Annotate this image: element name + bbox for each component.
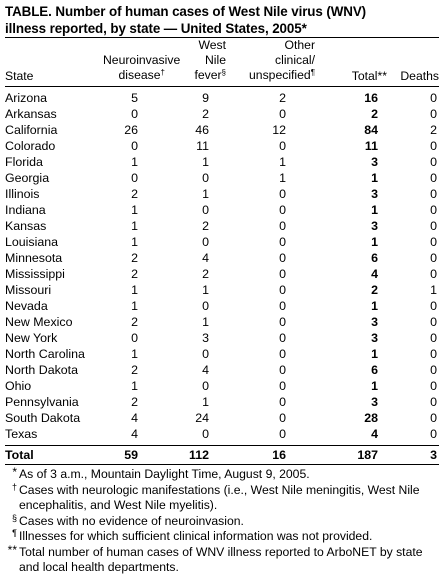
table-row (5, 90, 439, 106)
cell-neuro: 1 (131, 283, 138, 297)
cell-neuro: 5 (131, 91, 138, 105)
cell-total: 4 (371, 427, 378, 441)
cell-total: 2 (371, 283, 378, 297)
cell-total: 1 (371, 203, 378, 217)
cell-state: Missouri (5, 283, 52, 297)
footnote (5, 483, 439, 514)
cell-state: North Dakota (5, 363, 79, 377)
footnote (5, 467, 439, 483)
total-fever: 112 (189, 448, 209, 462)
cell-deaths: 0 (430, 235, 437, 249)
cell-other: 0 (279, 411, 286, 425)
cell-other: 12 (272, 123, 286, 137)
cell-neuro: 0 (131, 171, 138, 185)
cell-other: 0 (279, 363, 286, 377)
cell-deaths: 0 (430, 155, 437, 169)
cell-state: Arkansas (5, 107, 57, 121)
cell-other: 2 (279, 91, 286, 105)
table-row (5, 298, 439, 314)
cell-other: 0 (279, 315, 286, 329)
cell-deaths: 0 (430, 395, 437, 409)
table-row (5, 170, 439, 186)
table-body (5, 87, 439, 465)
cell-neuro: 0 (131, 139, 138, 153)
cell-state: Florida (5, 155, 43, 169)
table-title-line-2: illness reported, by state — United States, 2005* (5, 21, 307, 36)
cell-other: 1 (279, 155, 286, 169)
total-other: 16 (272, 448, 286, 462)
cell-deaths: 0 (430, 331, 437, 345)
cell-total: 6 (371, 251, 378, 265)
table-row (5, 106, 439, 122)
cell-other: 0 (279, 347, 286, 361)
cell-deaths: 0 (430, 139, 437, 153)
header-neuroinvasive: Neuroinvasive disease† (103, 53, 181, 82)
footnote-mark: † (11, 481, 17, 492)
cell-fever: 0 (202, 379, 209, 393)
cell-state: Arizona (5, 91, 48, 105)
cell-total: 1 (371, 171, 378, 185)
cell-other: 0 (279, 379, 286, 393)
cell-deaths: 0 (430, 427, 437, 441)
footnote-text: Illnesses for which sufficient clinical information was not provided. (19, 529, 373, 543)
cell-other: 0 (279, 427, 286, 441)
cell-neuro: 1 (131, 379, 138, 393)
cell-other: 0 (279, 267, 286, 281)
table-row (5, 122, 439, 138)
cell-total: 84 (364, 123, 378, 137)
cell-deaths: 0 (430, 315, 437, 329)
cell-state: Colorado (5, 139, 56, 153)
cell-neuro: 2 (131, 363, 138, 377)
cell-neuro: 1 (131, 299, 138, 313)
cell-state: Texas (5, 427, 38, 441)
footnote-text: Total number of human cases of WNV illness reported to ArboNET by state and local health departments. (19, 544, 423, 574)
cell-fever: 2 (202, 219, 209, 233)
cell-deaths: 0 (430, 347, 437, 361)
table-row (5, 186, 439, 202)
table-row (5, 314, 439, 330)
cell-neuro: 1 (131, 219, 138, 233)
cell-deaths: 0 (430, 187, 437, 201)
cell-fever: 46 (195, 123, 209, 137)
footnote-text: Cases with no evidence of neuroinvasion. (19, 513, 244, 528)
total-total: 187 (357, 448, 378, 462)
cell-neuro: 2 (131, 395, 138, 409)
cell-other: 0 (279, 283, 286, 297)
table-header (5, 38, 439, 87)
table-row (5, 250, 439, 266)
table-row (5, 426, 439, 442)
total-state: Total (5, 448, 34, 462)
cell-deaths: 0 (430, 91, 437, 105)
cell-total: 6 (371, 363, 378, 377)
cell-fever: 0 (202, 171, 209, 185)
cell-deaths: 0 (430, 411, 437, 425)
table-row (5, 138, 439, 154)
cell-fever: 4 (202, 363, 209, 377)
cell-neuro: 2 (131, 187, 138, 201)
table-title-line-1: TABLE. Number of human cases of West Nile virus (WNV) (5, 4, 367, 19)
cell-neuro: 0 (131, 331, 138, 345)
footnote-mark: § (11, 512, 17, 523)
cell-neuro: 1 (131, 347, 138, 361)
table-row (5, 202, 439, 218)
cell-neuro: 2 (131, 315, 138, 329)
cell-neuro: 1 (131, 155, 138, 169)
cell-other: 0 (279, 187, 286, 201)
cell-fever: 2 (202, 107, 209, 121)
cell-state: South Dakota (5, 411, 81, 425)
footnote (5, 514, 439, 530)
cell-total: 3 (371, 331, 378, 345)
cell-neuro: 1 (131, 235, 138, 249)
cell-state: New York (5, 331, 58, 345)
cell-deaths: 0 (430, 251, 437, 265)
cell-neuro: 26 (124, 123, 138, 137)
total-deaths: 3 (430, 448, 437, 462)
total-neuro: 59 (124, 448, 138, 462)
totals-row (5, 446, 439, 464)
cell-neuro: 2 (131, 267, 138, 281)
cell-deaths: 2 (430, 123, 437, 137)
cell-total: 4 (371, 267, 378, 281)
header-state: State (5, 69, 34, 83)
cell-deaths: 0 (430, 379, 437, 393)
cell-other: 0 (279, 107, 286, 121)
cell-neuro: 4 (131, 411, 138, 425)
cell-total: 3 (371, 187, 378, 201)
cell-state: Minnesota (5, 251, 63, 265)
cell-total: 28 (364, 411, 378, 425)
footnote-text: Cases with neurologic manifestations (i.e., West Nile meningitis, West Nile encephalitis, and West Nile myelitis). (19, 482, 420, 512)
cell-total: 1 (371, 235, 378, 249)
table-title (5, 3, 439, 37)
cell-fever: 4 (202, 251, 209, 265)
footnote-text: As of 3 a.m., Mountain Daylight Time, August 9, 2005. (19, 467, 310, 481)
cell-deaths: 0 (430, 203, 437, 217)
cell-deaths: 0 (430, 171, 437, 185)
header-deaths: Deaths (400, 69, 439, 83)
cell-fever: 2 (202, 267, 209, 281)
cell-fever: 0 (202, 203, 209, 217)
cell-neuro: 0 (131, 107, 138, 121)
cell-state: Pennsylvania (5, 395, 79, 409)
cell-deaths: 0 (430, 219, 437, 233)
header-total: Total** (351, 69, 387, 83)
cell-state: Illinois (5, 187, 40, 201)
cell-deaths: 0 (430, 299, 437, 313)
footnote-mark: * (12, 465, 17, 479)
cell-fever: 9 (202, 91, 209, 105)
cell-total: 16 (364, 91, 378, 105)
cell-state: Ohio (5, 379, 32, 393)
cell-state: Kansas (5, 219, 47, 233)
table-row (5, 154, 439, 170)
cell-state: Louisiana (5, 235, 59, 249)
cell-total: 3 (371, 155, 378, 169)
cell-fever: 1 (202, 395, 209, 409)
cell-other: 0 (279, 219, 286, 233)
footnote (5, 542, 439, 576)
cell-other: 0 (279, 331, 286, 345)
cell-total: 1 (371, 299, 378, 313)
cell-fever: 1 (202, 187, 209, 201)
cell-state: North Carolina (5, 347, 85, 361)
cell-fever: 1 (202, 315, 209, 329)
table-row (5, 330, 439, 346)
table-row (5, 282, 439, 298)
cell-other: 0 (279, 251, 286, 265)
cell-other: 0 (279, 235, 286, 249)
cell-fever: 11 (196, 139, 209, 153)
table-row (5, 346, 439, 362)
cell-total: 3 (371, 315, 378, 329)
cases-table (5, 38, 439, 465)
cell-total: 3 (371, 395, 378, 409)
table-row (5, 410, 439, 426)
table-row (5, 234, 439, 250)
cell-neuro: 1 (131, 203, 138, 217)
footnotes (5, 467, 439, 576)
cell-deaths: 0 (430, 267, 437, 281)
cell-other: 0 (279, 299, 286, 313)
cell-total: 11 (364, 139, 378, 153)
cell-state: New Mexico (5, 315, 73, 329)
cell-total: 1 (371, 347, 378, 361)
cell-state: Indiana (5, 203, 46, 217)
cell-total: 2 (371, 107, 378, 121)
cell-deaths: 0 (430, 107, 437, 121)
table-row (5, 378, 439, 394)
table-row (5, 266, 439, 282)
cell-state: California (5, 123, 58, 137)
table-row (5, 218, 439, 234)
cell-fever: 1 (202, 283, 209, 297)
cell-fever: 0 (202, 235, 209, 249)
cell-other: 0 (279, 395, 286, 409)
cell-state: Georgia (5, 171, 50, 185)
cell-fever: 24 (195, 411, 209, 425)
footnote-mark: ** (7, 542, 17, 557)
cell-fever: 0 (202, 427, 209, 441)
cell-neuro: 4 (131, 427, 138, 441)
cell-total: 3 (371, 219, 378, 233)
cell-deaths: 1 (430, 283, 437, 297)
cell-other: 1 (279, 171, 286, 185)
header-other-clinical: Other clinical/ unspecified¶ (249, 38, 315, 82)
cell-deaths: 0 (430, 363, 437, 377)
footnote (5, 529, 439, 545)
cell-other: 0 (279, 203, 286, 217)
cell-fever: 1 (202, 155, 209, 169)
table-row (5, 362, 439, 378)
cell-neuro: 2 (131, 251, 138, 265)
header-west-nile-fever: West Nile fever§ (194, 38, 226, 82)
cell-fever: 0 (202, 347, 209, 361)
table-bottom-rule (5, 464, 439, 465)
cell-state: Mississippi (5, 267, 65, 281)
cell-fever: 3 (202, 331, 209, 345)
cell-state: Nevada (5, 299, 48, 313)
document (5, 3, 439, 576)
footnote-mark: ¶ (12, 528, 17, 538)
table-row (5, 394, 439, 410)
cell-fever: 0 (202, 299, 209, 313)
cell-total: 1 (371, 379, 378, 393)
cell-other: 0 (279, 139, 286, 153)
